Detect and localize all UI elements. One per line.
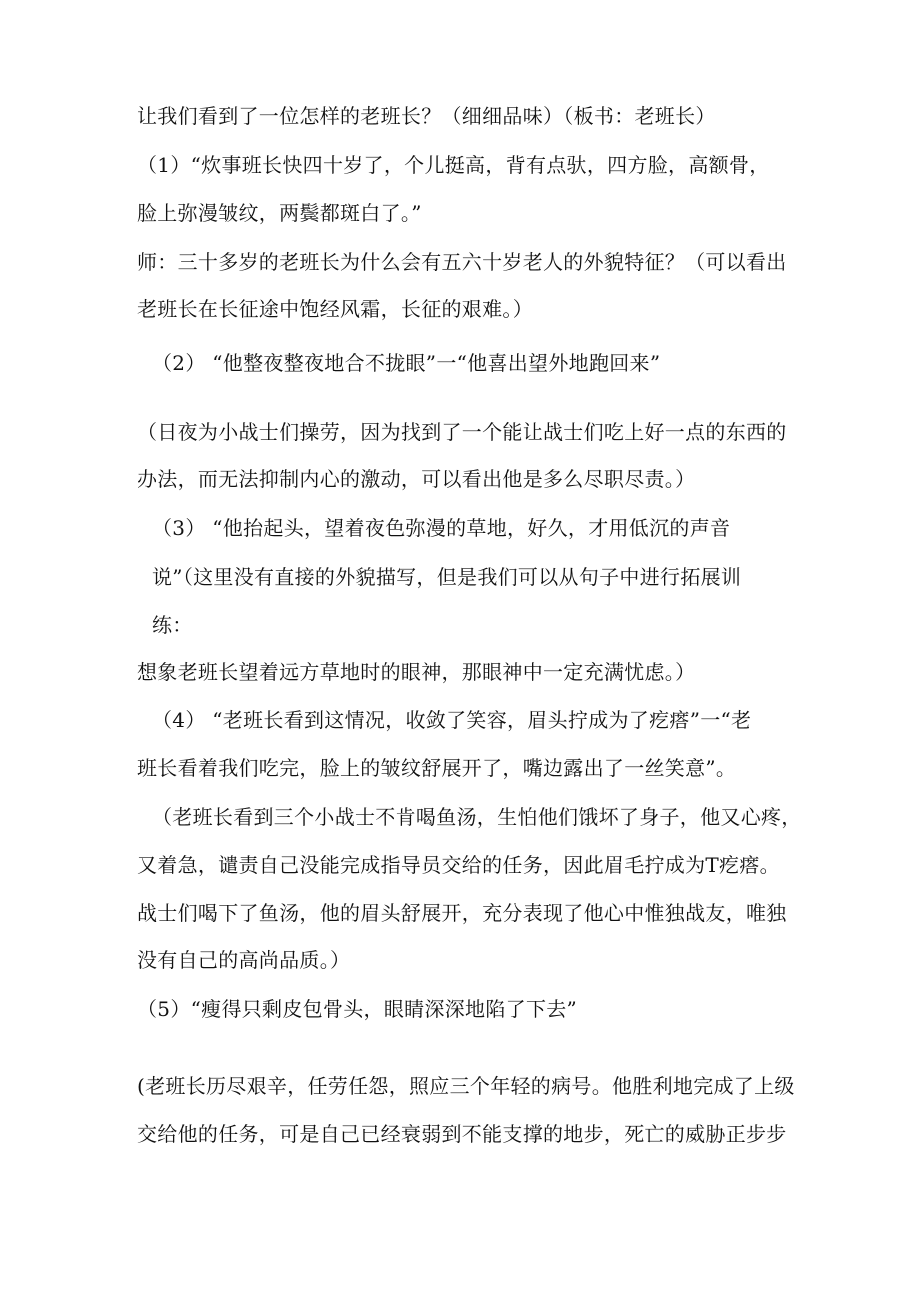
text-line-2: （1）“炊事班长快四十岁了，个儿挺高，背有点驮，四方脸，高额骨， — [137, 153, 770, 177]
text-line-3: 脸上弥漫皱纹，两鬓都斑白了。” — [137, 201, 422, 225]
text-line-9: （3） “他抬起头，望着夜色弥漫的草地，好久，才用低沉的声音 — [152, 516, 731, 540]
text-line-14: 班长看着我们吃完，脸上的皱纹舒展开了，嘴边露出了一丝笑意”。 — [137, 756, 737, 780]
text-line-19: （5）“瘦得只剩皮包骨头，眼睛深深地陷了下去” — [137, 997, 578, 1021]
text-line-1: 让我们看到了一位怎样的老班长？（细细品味）（板书：老班长） — [137, 104, 716, 128]
text-line-20: (老班长历尽艰辛，任劳任怨，照应三个年轻的病号。他胜利地完成了上级 — [137, 1074, 795, 1098]
text-line-5: 老班长在长征途中饱经风霜，长征的艰难。） — [137, 297, 533, 321]
text-line-17: 战士们喝下了鱼汤，他的眉头舒展开，充分表现了他心中惟独战友，唯独 — [137, 901, 787, 925]
text-line-6: （2） “他整夜整夜地合不拢眼”一“他喜出望外地跑回来” — [152, 351, 661, 375]
text-line-7: （日夜为小战士们操劳，因为找到了一个能让战士们吃上好一点的东西的 — [137, 420, 787, 444]
text-line-16: 又着急，谴责自己没能完成指导员交给的任务，因此眉毛拧成为T疙瘩。 — [137, 853, 780, 877]
text-line-8: 办法，而无法抑制内心的激动，可以看出他是多么尽职尽责。） — [137, 467, 696, 491]
text-line-13: （4） “老班长看到这情况，收敛了笑容，眉头拧成为了疙瘩”一“老 — [152, 708, 752, 732]
text-line-11: 练： — [152, 613, 193, 637]
text-line-4: 师：三十多岁的老班长为什么会有五六十岁老人的外貌特征？（可以看出 — [137, 250, 787, 274]
text-line-15: （老班长看到三个小战士不肯喝鱼汤，生怕他们饿坏了身子，他又心疼， — [152, 805, 802, 829]
text-line-18: 没有自己的高尚品质。） — [137, 948, 351, 972]
text-line-10: 说”（这里没有直接的外貌描写，但是我们可以从句子中进行拓展训 — [152, 565, 742, 589]
text-line-21: 交给他的任务，可是自己已经衰弱到不能支撑的地步，死亡的威胁正步步 — [137, 1122, 787, 1146]
text-line-12: 想象老班长望着远方草地时的眼神，那眼神中一定充满忧虑。） — [137, 660, 696, 684]
